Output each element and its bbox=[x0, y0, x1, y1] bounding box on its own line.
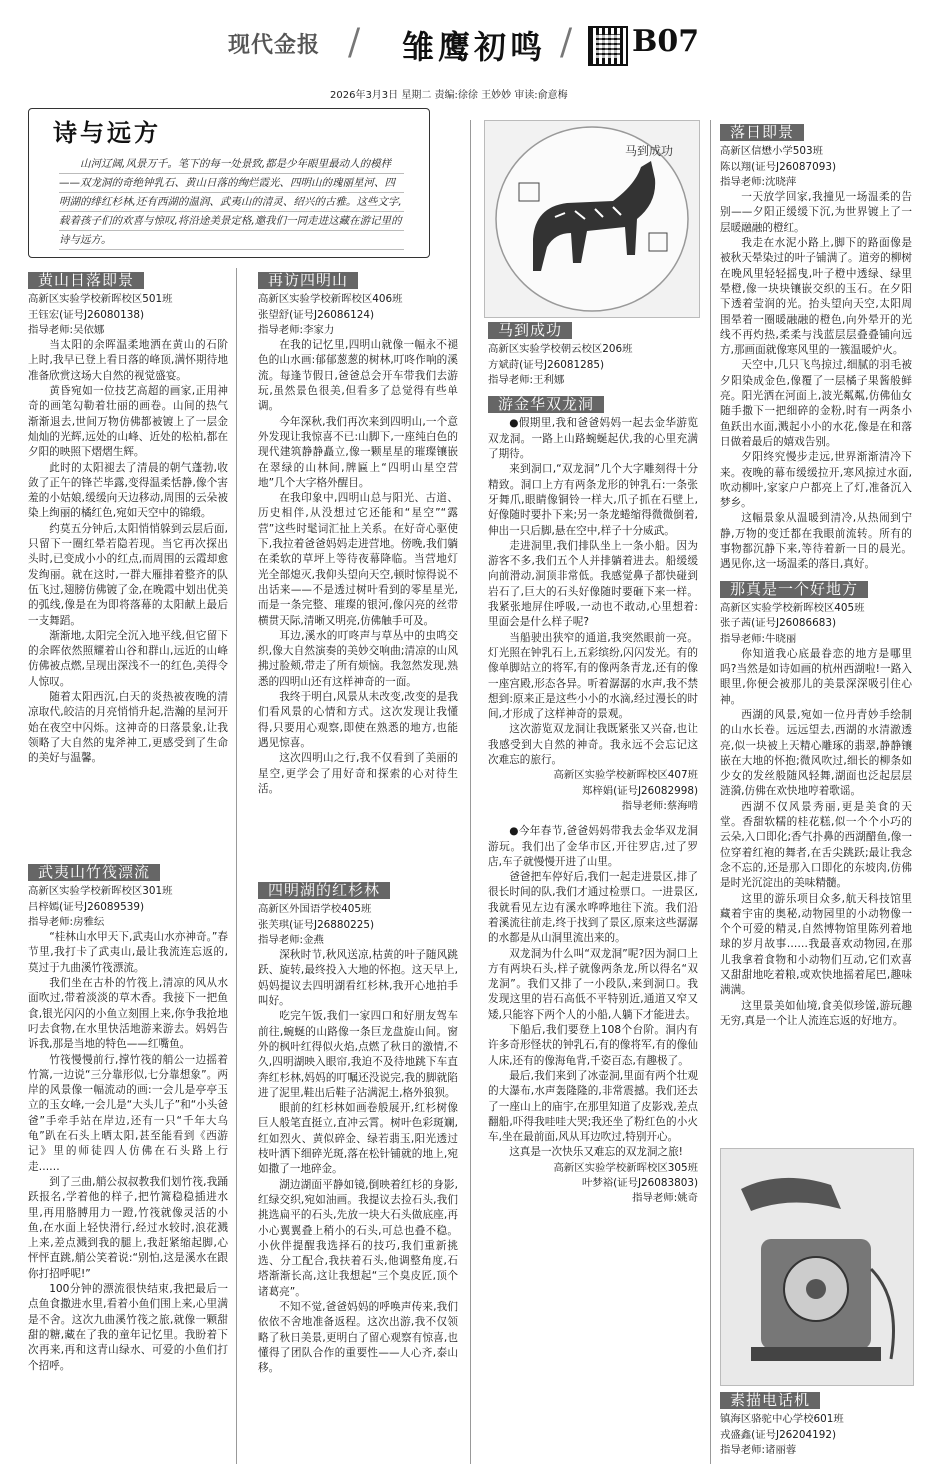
teacher: 指导老师:牛晓丽 bbox=[720, 632, 797, 645]
paragraph: 耳边,溪水的叮咚声与草丛中的虫鸣交织,像大自然演奏的美妙交响曲;清凉的山风拂过脸颊,带走了所有烦恼。我忽然发现,熟悉的四明山还有这样神奇的一面。 bbox=[258, 629, 458, 688]
article-title: 那真是一个好地方 bbox=[720, 581, 868, 598]
signature-teacher: 指导老师:姚奇 bbox=[632, 1192, 698, 1205]
teacher: 指导老师:王利娜 bbox=[488, 373, 565, 386]
paragraph: 黄昏宛如一位技艺高超的画家,正用神奇的画笔勾勒着壮丽的画卷。山间的热气渐渐退去,世间万物仿佛都被镀上了一层金灿灿的光辉,远处的山峰、近处的松柏,都在夕阳的映照下熠熠生辉。 bbox=[28, 385, 228, 459]
paragraph: 我们坐在古朴的竹筏上,清凉的风从水面吹过,带着淡淡的草木香。我接下一把鱼食,银光闪闪的小鱼立刻围上来,你争我抢地叼去食物,在水里快活地游来游去。妈妈告诉我,那是当地的特色——红嘴鱼。 bbox=[28, 977, 228, 1051]
article-title: 游金华双龙洞 bbox=[488, 396, 604, 413]
paragraph: 最后,我们来到了冰壶洞,里面有两个壮观的大瀑布,水声轰隆隆的,非常震撼。我们还去了一座山上的庙宇,在那里知道了皮影戏,差点翻船,吓得我哇哇大哭;我还坐了粉红色的小火车,坐在最前面,风从耳边吹过,特别开心。 bbox=[488, 1069, 698, 1144]
masthead bbox=[0, 0, 934, 80]
article-title: 黄山日落即景 bbox=[28, 272, 144, 289]
page-number: B07 bbox=[632, 24, 700, 59]
paragraph: 夕阳终究慢步走远,世界渐渐清冷下来。夜晚的幕布缓缓拉开,寒风掠过水面,吹动柳叶,家家户户都亮上了灯,准备沉入梦乡。 bbox=[720, 451, 912, 510]
school: 高新区实验学校新晖校区501班 bbox=[28, 293, 173, 306]
paragraph: 走进洞里,我们排队坐上一条小船。因为游客不多,我们五个人并排躺着进去。船缓缓向前滑动,洞顶非常低。我感觉鼻子都快碰到岩石了,巨大的石头好像随时要砸下来一样。我紧张地屏住呼吸,一动也不敢动,心里想着:里面会是什么样子呢? bbox=[488, 539, 698, 629]
article-title: 马到成功 bbox=[488, 322, 572, 339]
article-title: 四明湖的红杉林 bbox=[258, 882, 390, 899]
author: 张芙琪(证号J26880225) bbox=[258, 918, 375, 931]
column-3 bbox=[488, 318, 698, 1207]
paragraph: 渐渐地,太阳完全沉入地平线,但它留下的余晖依然照耀着山谷和群山,远近的山峰仿佛被点燃,呈现出深浅不一的红色,美得令人惊叹。 bbox=[28, 629, 228, 688]
paragraph: 随着太阳西沉,白天的炎热被夜晚的清凉取代,皎洁的月亮悄悄升起,浩瀚的星河开始在夜空中闪烁。这神奇的日落景象,让我领略了大自然的鬼斧神工,更感受到了生命的美好与温馨。 bbox=[28, 691, 228, 765]
author: 方斌莳(证号J26081285) bbox=[488, 358, 605, 371]
school: 高新区实验学校新晖校区405班 bbox=[720, 601, 865, 614]
signature-school: 高新区实验学校新晖校区305班 bbox=[553, 1161, 698, 1174]
paragraph: 眼前的红杉林如画卷般展开,红杉树像巨人般笔直挺立,直冲云霄。树叶色彩斑斓,红如烈火、黄似碎金、绿若翡玉,阳光透过枝叶洒下细碎光斑,落在松针铺就的地上,宛如撒了一地碎金。 bbox=[258, 1102, 458, 1176]
signature-teacher: 指导老师:蔡海啃 bbox=[621, 799, 698, 812]
school: 高新区实验学校新晖校区406班 bbox=[258, 293, 403, 306]
author: 王钰宏(证号J26080138) bbox=[28, 308, 145, 321]
teacher: 指导老师:李家力 bbox=[258, 323, 335, 336]
column-1 bbox=[28, 268, 228, 767]
intro-box bbox=[28, 108, 430, 258]
paragraph: 这真是一次快乐又难忘的双龙洞之旅! bbox=[509, 1146, 683, 1159]
paragraph: 这里的游乐项目众多,航天科技馆里藏着宇宙的奥秘,动物园里的小动物像一个个可爱的精灵,自然博物馆里陈列着地球的岁月故事……我最喜欢动物园,在那儿我拿着食物和小动物们互动,它们欢喜又甜甜地吃着粮,或欢快地摇着尾巴,趣味满满。 bbox=[720, 892, 912, 997]
telephone-sketch-art bbox=[721, 1149, 913, 1385]
drawing-caption: 马到成功 bbox=[625, 144, 674, 158]
paper-name: 现代金报 bbox=[228, 33, 321, 58]
column-rule bbox=[470, 120, 471, 1464]
school: 高新区信懋小学503班 bbox=[720, 145, 823, 158]
school: 镇海区骆驼中心学校601班 bbox=[720, 1413, 844, 1426]
teacher: 指导老师:金燕 bbox=[258, 933, 324, 946]
paragraph: 不知不觉,爸爸妈妈的呼唤声传来,我们依依不舍地准备返程。这次出游,我不仅领略了秋日美景,更明白了留心观察有惊喜,也懂得了团队合作的重要性——人心齐,泰山移。 bbox=[258, 1301, 458, 1375]
paragraph: 西湖的风景,宛如一位丹青妙手绘制的山水长卷。远远望去,西湖的水清澈透亮,似一块被上天精心雕琢的翡翠,静静镶嵌在大地的怀抱;微风吹过,细长的柳条如少女的发丝般随风轻舞,湖面也泛起层层涟漪,仿佛在欢快地哼着歌谣。 bbox=[720, 708, 912, 798]
paragraph: 竹筏慢慢前行,撑竹筏的艄公一边摇着竹篙,一边说“三分靠形似,七分靠想象”。两岸的风景像一幅流动的画:一会儿是亭亭玉立的玉女峰,一会儿是“大头儿子”和“小头爸爸”手牵手站在岸边,还有一只“千年大乌龟”趴在石头上晒太阳,甚至能看到《西游记》里的师徒四人仿佛在石头路上行走…… bbox=[28, 1053, 228, 1173]
column-1b bbox=[28, 860, 228, 1374]
paragraph: 此时的太阳褪去了清晨的朝气蓬勃,收敛了正午的锋芒毕露,变得温柔恬静,像个害羞的小姑娘,缓缓向天边移动,周围的云朵被染上绚丽的橘红色,宛如天空中的锦缎。 bbox=[28, 461, 228, 520]
school: 高新区外国语学校405班 bbox=[258, 903, 372, 916]
paragraph: 我走在水泥小路上,脚下的路面像是被秋天晕染过的叶子铺满了。道旁的柳树在晚风里轻轻摇曳,叶子橙中透绿、绿里晕橙,像一块块镶嵌交织的玉石。在夕阳下透着莹润的光。抬头望向天空,太阳周围晕着一圈暖融融的橙色,向外晕开的光线不再灼热,柔柔与浅蓝层层叠叠铺向远方,那画面就像寒风里的一簇温暖炉火。 bbox=[720, 237, 912, 357]
paragraph: 双龙洞为什么叫“双龙洞”呢?因为洞口上方有两块石头,样子就像两条龙,所以得名“双龙洞”。我们又排了一小段队,来到洞口。我发现这里的岩石高低不平特别近,通道又窄又矮,只能容下两个人的小船,人躺下才能进去。 bbox=[488, 947, 698, 1021]
divider: / bbox=[560, 22, 573, 63]
paragraph: 到了三曲,艄公叔叔教我们划竹筏,我踊跃报名,学着他的样子,把竹篙稳稳插进水里,再用胳膊用力一蹬,竹筏就像灵活的小鱼,在水面上轻快滑行,经过水较时,浪花溅上来,差点溅到我的腿上,我赶紧缩起脚,心怦怦直跳,艄公笑着说:“别怕,这是溪水在跟你打招呼呢!” bbox=[28, 1175, 228, 1280]
section-title: 雏鹰初鸣 bbox=[402, 28, 547, 66]
paragraph: 在我印象中,四明山总与阳光、古道、历史相伴,从没想过它还能和“星空”“露营”这些时髦词汇扯上关系。在好奇心驱使下,我拉着爸爸妈妈走进营地。傍晚,我们躺在柔软的草坪上等待夜幕降临。当营地灯光全部熄灭,我仰头望向天空,顿时惊得说不出话来——不是透过树叶看到的零星星光,而是一条完整、璀璨的银河,像闪亮的丝带横贯天际,清晰又明亮,仿佛触手可及。 bbox=[258, 492, 458, 627]
paragraph: 你知道我心底最眷恋的地方是哪里吗?当然是如诗如画的杭州西湖啦!一路入眼里,你便会被那儿的美景深深吸引住心神。 bbox=[720, 647, 912, 706]
signature-school: 高新区实验学校新晖校区407班 bbox=[553, 769, 698, 782]
paragraph: 我终于明白,风景从未改变,改变的是我们看风景的心情和方式。这次发现让我懂得,只要用心观察,即使在熟悉的地方,也能遇见惊喜。 bbox=[258, 691, 458, 749]
signature-author: 叶梦裕(证号J26083803) bbox=[581, 1177, 698, 1190]
article-title: 武夷山竹筏漂流 bbox=[28, 864, 160, 881]
intro-title: 诗与远方 bbox=[47, 113, 167, 148]
column-rule bbox=[710, 120, 711, 1464]
author: 张子茜(证号J26086683) bbox=[720, 617, 837, 630]
paragraph: 爸爸把车停好后,我们一起走进景区,排了很长时间的队,我们才通过检票口。一进景区,我就看见左边有溪水哗哗地往下流。我们沿着溪流往前走,终于找到了景区,原来这些潺潺的水都是从山洞里流出来的。 bbox=[488, 871, 698, 945]
paragraph: 吃完午饭,我们一家四口和好朋友驾车前往,蜿蜒的山路像一条巨龙盘旋山间。窗外的枫叶红得似火焰,点燃了秋日的激情,不久,四明湖映入眼帘,我迫不及待地跳下车直奔红杉林,妈妈的叮嘱还没说完,我的脚就陷进了泥里,鞋出后鞋子沾满泥土,格外狼狈。 bbox=[258, 1010, 458, 1099]
teacher: 指导老师:沈晓萍 bbox=[720, 175, 797, 188]
divider: / bbox=[348, 22, 361, 63]
paragraph: 当太阳的余晖温柔地洒在黄山的石阶上时,我早已登上看日落的峰顶,满怀期待地准备欣赏这场大自然的视觉盛宴。 bbox=[28, 339, 228, 382]
paragraph: 这里景美如仙境,食美似珍馐,游玩趣无穷,真是一个让人流连忘返的好地方。 bbox=[720, 999, 912, 1027]
teacher: 指导老师:诸丽蓉 bbox=[720, 1443, 797, 1456]
horse-drawing-art bbox=[485, 121, 699, 317]
paragraph: 一天放学回家,我撞见一场温柔的告别——夕阳正缓缓下沉,为世界镀上了一层暖融融的橙红。 bbox=[720, 191, 912, 234]
article-title: 落日即景 bbox=[720, 124, 804, 141]
paragraph: 湖边湖面平静如镜,倒映着红杉的身影,红绿交织,宛如油画。我提议去捡石头,我们挑选扁平的石头,先放一块大石头做底座,再小心翼翼叠上稍小的石头,可总也叠不稳。小伙伴提醒我选择石的技巧,我们重新挑选、分工配合,我扶着石头,他调整角度,石塔渐渐长高,这让我想起“三个臭皮匠,顶个诸葛亮”。 bbox=[258, 1178, 458, 1298]
signature-author: 郑梓娟(证号J26082998) bbox=[581, 784, 698, 797]
paragraph: 这次游览双龙洞让我既紧张又兴奋,也让我感受到大自然的神奇。我永远不会忘记这次难忘的旅行。 bbox=[488, 723, 698, 767]
paragraph: 当船驶出狭窄的通道,我突然眼前一亮。灯光照在钟乳石上,五彩缤纷,闪闪发光。有的像单脚站立的将军,有的像两条青龙,还有的像一座宫殿,形态各异。听着潺潺的水声,我不禁想到:原来正是这些小小的水滴,经过漫长的时间,才形成了这样神奇的景观。 bbox=[488, 631, 698, 721]
author: 陈以翔(证号J26087093) bbox=[720, 160, 837, 173]
paragraph: 这次四明山之行,我不仅看到了美丽的星空,更学会了用好奇和探索的心对待生活。 bbox=[258, 752, 458, 795]
horse-drawing bbox=[484, 120, 700, 318]
author: 张望舒(证号J26086124) bbox=[258, 308, 375, 321]
paragraph: 下船后,我们要登上108个台阶。洞内有许多奇形怪状的钟乳石,有的像将军,有的像仙人床,还有的像海龟背,千姿百态,有趣极了。 bbox=[488, 1024, 698, 1067]
telephone-sketch bbox=[720, 1148, 914, 1386]
column-2b bbox=[258, 878, 458, 1377]
dateline: 2026年3月3日 星期二 责编:徐徐 王妙妙 审读:俞意梅 bbox=[330, 90, 568, 101]
paragraph: 约莫五分钟后,太阳悄悄躲到云层后面,只留下一圈红晕若隐若现。当它再次探出头时,已变成小小的红点,而周围的云霞却愈发绚丽。就在这时,一群大雁排着整齐的队伍飞过,翅膀仿佛镀了金,在晚霞中划出优美的弧线,像是在为即将落幕的太阳献上最后一支舞蹈。 bbox=[28, 522, 228, 627]
paragraph: ●今年春节,爸爸妈妈带我去金华双龙洞游玩。我们出了金华市区,开往罗店,过了罗店,车子就慢慢开进了山里。 bbox=[488, 825, 698, 868]
column-2 bbox=[258, 268, 458, 797]
article-title: 再访四明山 bbox=[258, 272, 358, 289]
article-title: 素描电话机 bbox=[720, 1392, 820, 1409]
paragraph: 天空中,几只飞鸟掠过,细腻的羽毛被夕阳染成金色,像覆了一层橘子果酱般鲜亮。阳光洒在河面上,波光粼粼,仿佛仙女随手撒下一把细碎的金粉,时有一两条小鱼跃出水面,溅起小小的水花,像是在和落日做着最后的嬉戏告别。 bbox=[720, 359, 912, 448]
teacher: 指导老师:吴依娜 bbox=[28, 323, 105, 336]
author: 吕梓嫣(证号J26089539) bbox=[28, 900, 145, 913]
paragraph: 今年深秋,我们再次来到四明山,一个意外发现让我惊喜不已:山脚下,一座纯白色的现代建筑静静矗立,像一颗星星的璀璨镶嵌在翠绿的山林间,牌匾上“四明山星空营地”几个大字格外醒目。 bbox=[258, 415, 458, 489]
school: 高新区实验学校新晖校区301班 bbox=[28, 885, 173, 898]
intro-text: 山河辽阔,风景万千。笔下的每一处景致,都是少年眼里最动人的模样——双龙洞的奇绝钟乳石、黄山日落的绚烂霞光、四明山的瑰丽星河、四明湖的绯红杉林,还有西湖的温润、武夷山的清灵、绍兴的古雅。这些文字,载着孩子们的欢喜与惊叹,将沿途美景定格,邀我们一同走进这藏在游记里的诗与远方。 bbox=[59, 155, 404, 250]
qr-code-icon bbox=[588, 26, 628, 66]
column-4 bbox=[720, 120, 912, 1029]
paragraph: 这幅景象从温暖到清冷,从热闹到宁静,万物的变迁都在我眼前流转。所有的事物都沉静下来,等待着新一日的晨光。遇见你,这一场温柔的落日,真好。 bbox=[720, 512, 912, 571]
column-rule bbox=[236, 268, 237, 1464]
paragraph: ●假期里,我和爸爸妈妈一起去金华游览双龙洞。一路上山路蜿蜒起伏,我的心里充满了期待。 bbox=[488, 417, 698, 461]
paragraph: 来到洞口,“双龙洞”几个大字雕刻得十分精致。洞口上方有两条龙形的钟乳石:一条张牙舞爪,眼睛像铜铃一样大,爪子抓在石壁上,好像随时要扑下来;另一条龙蜷缩得微微倒着,伸出一只后脚,悬在空中,样子十分威武。 bbox=[488, 463, 698, 537]
paragraph: 100分钟的漂流很快结束,我把最后一点鱼食撒进水里,看着小鱼们围上来,心里满是不舍。这次九曲溪竹筏之旅,就像一颗甜甜的糖,藏在了我的童年记忆里。我盼着下次再来,再和这青山绿水、可爱的小鱼们打个招呼。 bbox=[28, 1283, 228, 1372]
paragraph: 西湖不仅风景秀丽,更是美食的天堂。香甜软糯的桂花糕,似一个个小巧的云朵,入口即化;香气扑鼻的西湖醋鱼,像一位穿着红袍的舞者,在舌尖跳跃;最让我念念不忘的,还是那入口即化的东坡肉,仿佛是时光沉淀出的美味精髓。 bbox=[720, 800, 912, 890]
paragraph: “桂林山水甲天下,武夷山水亦神奇。”春节里,我打卡了武夷山,最让我流连忘返的,莫过于九曲溪竹筏漂流。 bbox=[28, 931, 228, 974]
author: 戎盛鑫(证号J26204192) bbox=[720, 1428, 837, 1441]
paragraph: 在我的记忆里,四明山就像一幅永不褪色的山水画:郁郁葱葱的树林,叮咚作响的溪流。每逢节假日,爸爸总会开车带我们去游玩,虽然景色很美,但看多了总觉得有些单调。 bbox=[258, 339, 458, 413]
school: 高新区实验学校朝云校区206班 bbox=[488, 343, 633, 356]
teacher: 指导老师:房雅纭 bbox=[28, 915, 105, 928]
column-4b bbox=[720, 1388, 912, 1458]
paragraph: 深秋时节,秋风送凉,枯黄的叶子随风跳跃、旋转,最终投入大地的怀抱。这天早上,妈妈提议去四明湖看红杉林,我开心地拍手叫好。 bbox=[258, 949, 458, 1008]
